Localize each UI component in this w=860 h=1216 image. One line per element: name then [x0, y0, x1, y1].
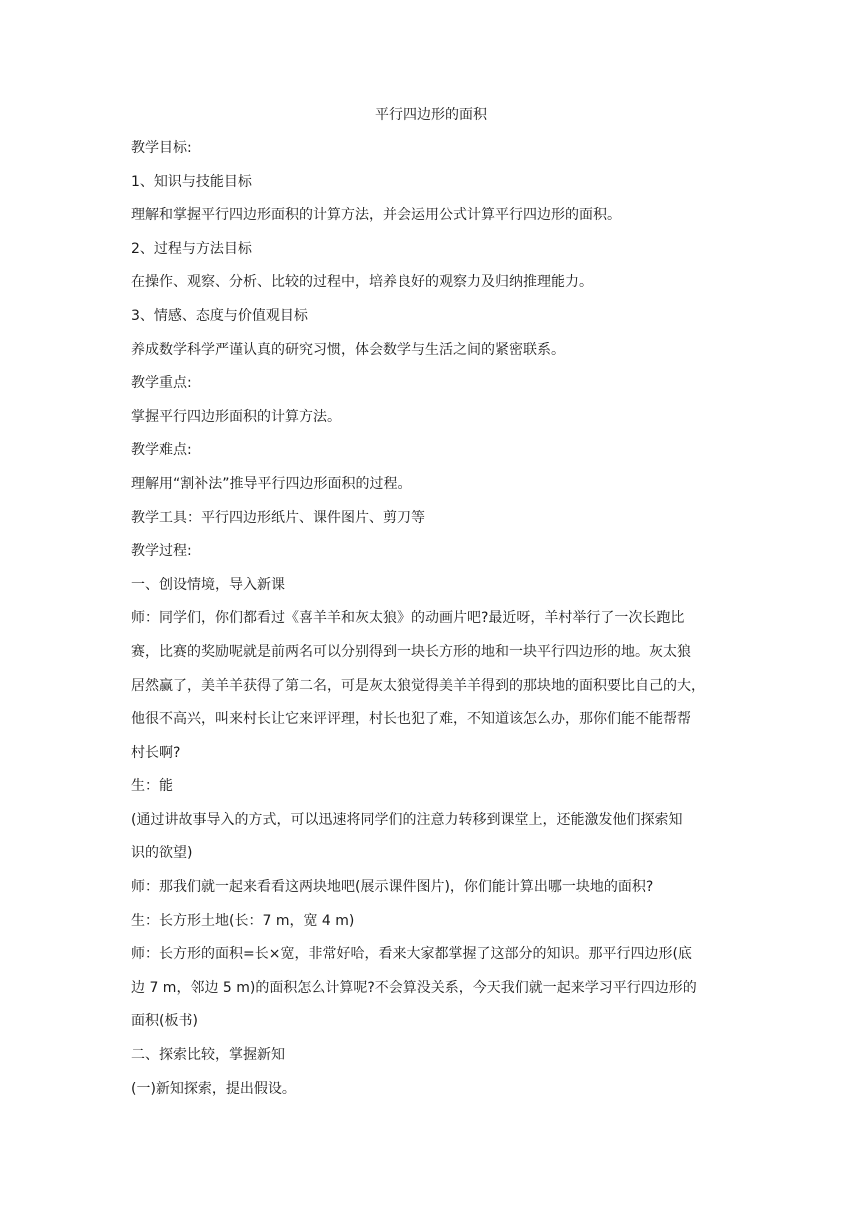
section-1-heading: 一、创设情境，导入新课 — [131, 576, 285, 593]
teacher-3-line-1: 师：长方形的面积=长×宽，非常好哈，看来大家都掌握了这部分的知识。那平行四边形(底 — [131, 946, 692, 963]
note-line-2: 识的欲望) — [131, 845, 193, 862]
teaching-tools: 教学工具：平行四边形纸片、课件图片、剪刀等 — [131, 509, 425, 526]
student-answer-2: 生：长方形土地(长：7 m，宽 4 m) — [131, 912, 355, 929]
teacher-3-line-3: 面积(板书) — [131, 1013, 198, 1030]
heading-objectives: 教学目标: — [131, 140, 192, 156]
student-answer-1: 生：能 — [131, 778, 173, 795]
teacher-3-line-2: 边 7 m，邻边 5 m)的面积怎么计算呢?不会算没关系，今天我们就一起来学习平行四边形的 — [131, 979, 697, 996]
difficulties-text: 理解用“割补法”推导平行四边形面积的过程。 — [131, 475, 412, 492]
heading-key-points: 教学重点: — [131, 375, 192, 392]
objective-2-heading: 2、过程与方法目标 — [131, 240, 252, 257]
note-line-1: (通过讲故事导入的方式，可以迅速将同学们的注意力转移到课堂上，还能激发他们探索知 — [131, 811, 683, 828]
document-title: 平行四边形的面积 — [375, 107, 487, 123]
section-2-heading: 二、探索比较，掌握新知 — [131, 1047, 285, 1064]
objective-2-text: 在操作、观察、分析、比较的过程中，培养良好的观察力及归纳推理能力。 — [131, 274, 593, 291]
objective-3-text: 养成数学科学严谨认真的研究习惯，体会数学与生活之间的紧密联系。 — [131, 341, 565, 358]
story-line-1: 师：同学们，你们都看过《喜羊羊和灰太狼》的动画片吧?最近呀，羊村举行了一次长跑比 — [131, 610, 685, 627]
objective-3-heading: 3、情感、态度与价值观目标 — [131, 307, 308, 324]
subsection-1-heading: (一)新知探索，提出假设。 — [131, 1080, 296, 1097]
story-line-5: 村长啊? — [131, 744, 181, 761]
key-points-text: 掌握平行四边形面积的计算方法。 — [131, 408, 341, 425]
document-body — [131, 104, 731, 1106]
heading-difficulties: 教学难点: — [131, 442, 192, 459]
objective-1-heading: 1、知识与技能目标 — [131, 173, 252, 190]
objective-1-text: 理解和掌握平行四边形面积的计算方法，并会运用公式计算平行四边形的面积。 — [131, 207, 621, 224]
story-line-3: 居然赢了，美羊羊获得了第二名，可是灰太狼觉得美羊羊得到的那块地的面积要比自己的大， — [131, 677, 705, 694]
story-line-4: 他很不高兴，叫来村长让它来评评理，村长也犯了难，不知道该怎么办，那你们能不能帮帮 — [131, 711, 691, 728]
teacher-line-2: 师：那我们就一起来看看这两块地吧(展示课件图片)，你们能计算出哪一块地的面积? — [131, 879, 654, 896]
heading-process: 教学过程: — [131, 543, 192, 560]
story-line-2: 赛，比赛的奖励呢就是前两名可以分别得到一块长方形的地和一块平行四边形的地。灰太狼 — [131, 643, 691, 660]
